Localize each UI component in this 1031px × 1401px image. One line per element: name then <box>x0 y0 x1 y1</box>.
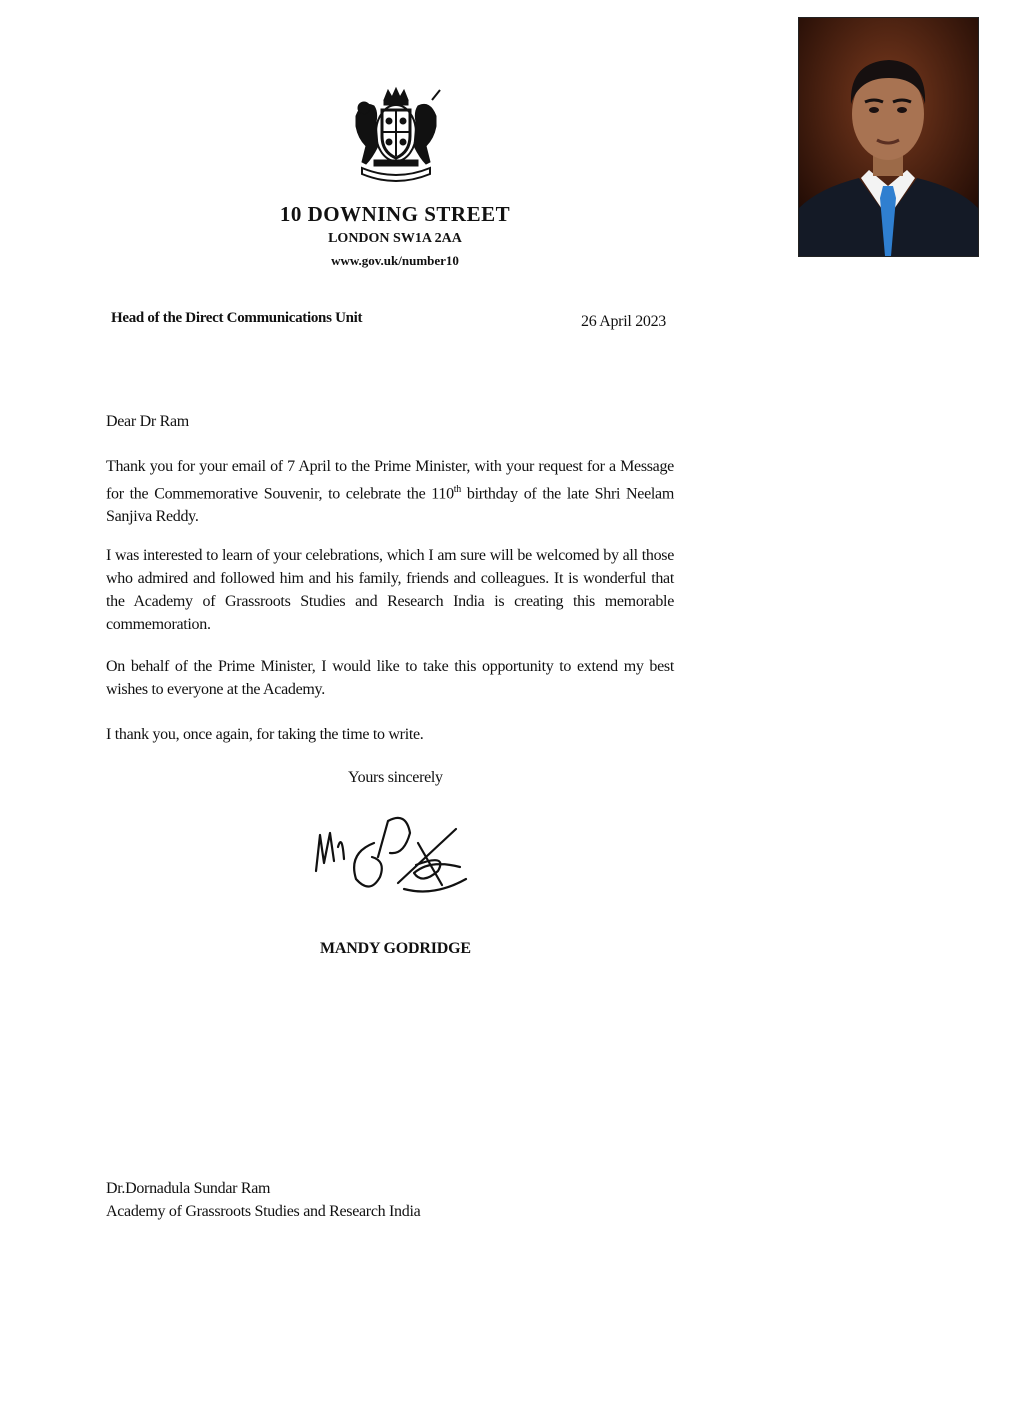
paragraph-1-text-a: Thank you for your email of 7 April to the Prime Minister, with your request for a Message for the Commemorative Souvenir, to celebrate the 110 <box>106 458 674 503</box>
portrait-illustration <box>799 18 978 256</box>
paragraph-3: On behalf of the Prime Minister, I would like to take this opportunity to extend my best wishes to everyone at the Academy. <box>106 658 674 698</box>
closing: Yours sincerely <box>348 769 443 786</box>
portrait-photo <box>798 17 979 257</box>
royal-coat-of-arms-icon <box>344 86 448 190</box>
recipient-organization: Academy of Grassroots Studies and Research India <box>106 1203 421 1220</box>
letterhead-website: www.gov.uk/number10 <box>331 253 459 268</box>
recipient-name: Dr.Dornadula Sundar Ram <box>106 1180 271 1197</box>
paragraph-2: I was interested to learn of your celebrations, which I am sure will be welcomed by all those who admired and followed him and his family, friends and colleagues. It is wonderful that the Academy of Grassroots Studies and Research India is creating this memorable commemoration. <box>106 547 674 633</box>
paragraph-4: I thank you, once again, for taking the time to write. <box>106 726 424 743</box>
letter-date: 26 April 2023 <box>581 313 666 330</box>
sender-role: Head of the Direct Communications Unit <box>111 310 363 326</box>
paragraph-1-text-b: birthday of the late Shri Neelam Sanjiva Reddy. <box>106 485 674 526</box>
paragraph-1-superscript: th <box>453 484 461 495</box>
letterhead-street: 10 DOWNING STREET <box>279 202 511 226</box>
paragraph-1 <box>106 455 674 528</box>
letterhead-city: LONDON SW1A 2AA <box>328 231 462 246</box>
handwritten-signature <box>308 813 484 898</box>
signatory-name: MANDY GODRIDGE <box>320 940 471 957</box>
salutation: Dear Dr Ram <box>106 413 189 430</box>
